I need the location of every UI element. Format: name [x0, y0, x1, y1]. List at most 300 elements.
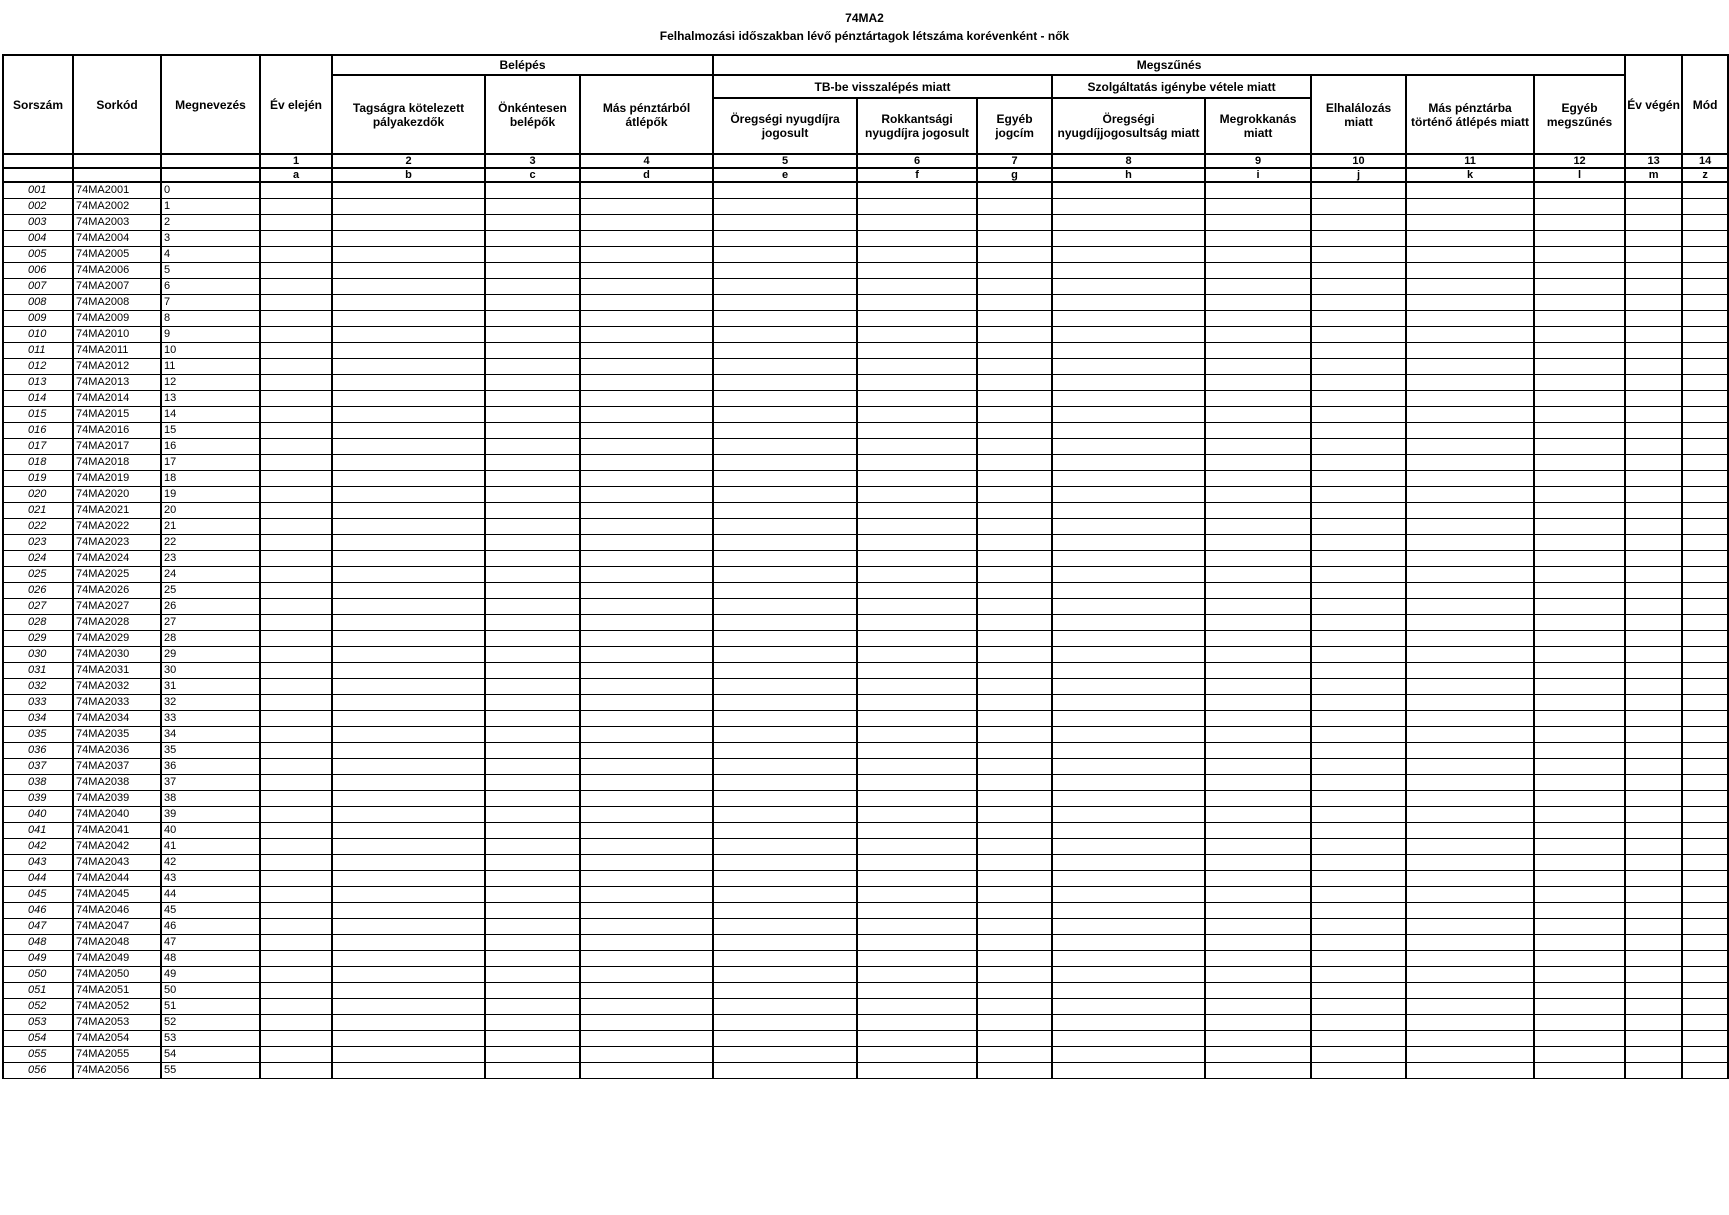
- data-cell[interactable]: [1534, 359, 1625, 375]
- data-cell[interactable]: [857, 439, 977, 455]
- data-cell[interactable]: [260, 887, 332, 903]
- data-cell[interactable]: [1625, 439, 1682, 455]
- data-cell[interactable]: [1205, 807, 1311, 823]
- data-cell[interactable]: [977, 887, 1052, 903]
- data-cell[interactable]: [1205, 775, 1311, 791]
- data-cell[interactable]: [1052, 247, 1205, 263]
- data-cell[interactable]: [580, 423, 713, 439]
- data-cell[interactable]: [1682, 519, 1728, 535]
- data-cell[interactable]: [1534, 1063, 1625, 1079]
- data-cell[interactable]: [857, 823, 977, 839]
- data-cell[interactable]: [1052, 551, 1205, 567]
- data-cell[interactable]: [857, 967, 977, 983]
- data-cell[interactable]: [1406, 263, 1534, 279]
- data-cell[interactable]: [1682, 727, 1728, 743]
- data-cell[interactable]: [977, 903, 1052, 919]
- data-cell[interactable]: [1311, 375, 1406, 391]
- data-cell[interactable]: [1311, 519, 1406, 535]
- data-cell[interactable]: [1534, 775, 1625, 791]
- data-cell[interactable]: [260, 775, 332, 791]
- data-cell[interactable]: [1625, 887, 1682, 903]
- data-cell[interactable]: [857, 215, 977, 231]
- data-cell[interactable]: [1406, 503, 1534, 519]
- data-cell[interactable]: [1534, 199, 1625, 215]
- data-cell[interactable]: [1311, 775, 1406, 791]
- data-cell[interactable]: [1406, 375, 1534, 391]
- data-cell[interactable]: [1682, 599, 1728, 615]
- data-cell[interactable]: [485, 823, 580, 839]
- data-cell[interactable]: [580, 567, 713, 583]
- data-cell[interactable]: [1682, 535, 1728, 551]
- data-cell[interactable]: [713, 375, 857, 391]
- data-cell[interactable]: [1682, 919, 1728, 935]
- data-cell[interactable]: [1625, 231, 1682, 247]
- data-cell[interactable]: [332, 743, 485, 759]
- data-cell[interactable]: [1311, 919, 1406, 935]
- data-cell[interactable]: [713, 215, 857, 231]
- data-cell[interactable]: [1625, 695, 1682, 711]
- data-cell[interactable]: [332, 503, 485, 519]
- data-cell[interactable]: [1311, 951, 1406, 967]
- data-cell[interactable]: [260, 407, 332, 423]
- data-cell[interactable]: [713, 503, 857, 519]
- data-cell[interactable]: [713, 919, 857, 935]
- data-cell[interactable]: [857, 503, 977, 519]
- data-cell[interactable]: [1682, 935, 1728, 951]
- data-cell[interactable]: [1311, 1031, 1406, 1047]
- data-cell[interactable]: [1052, 855, 1205, 871]
- data-cell[interactable]: [1406, 727, 1534, 743]
- data-cell[interactable]: [260, 567, 332, 583]
- data-cell[interactable]: [1205, 311, 1311, 327]
- data-cell[interactable]: [1406, 983, 1534, 999]
- data-cell[interactable]: [1205, 199, 1311, 215]
- data-cell[interactable]: [1534, 423, 1625, 439]
- data-cell[interactable]: [1406, 182, 1534, 199]
- data-cell[interactable]: [1052, 182, 1205, 199]
- data-cell[interactable]: [977, 599, 1052, 615]
- data-cell[interactable]: [977, 455, 1052, 471]
- data-cell[interactable]: [1534, 727, 1625, 743]
- data-cell[interactable]: [1311, 247, 1406, 263]
- data-cell[interactable]: [713, 423, 857, 439]
- data-cell[interactable]: [713, 1047, 857, 1063]
- data-cell[interactable]: [260, 743, 332, 759]
- data-cell[interactable]: [713, 759, 857, 775]
- data-cell[interactable]: [713, 247, 857, 263]
- data-cell[interactable]: [1625, 295, 1682, 311]
- data-cell[interactable]: [332, 871, 485, 887]
- data-cell[interactable]: [1311, 887, 1406, 903]
- data-cell[interactable]: [1625, 711, 1682, 727]
- data-cell[interactable]: [332, 919, 485, 935]
- data-cell[interactable]: [1205, 343, 1311, 359]
- data-cell[interactable]: [260, 1063, 332, 1079]
- data-cell[interactable]: [977, 471, 1052, 487]
- data-cell[interactable]: [1534, 583, 1625, 599]
- data-cell[interactable]: [485, 567, 580, 583]
- data-cell[interactable]: [1052, 295, 1205, 311]
- data-cell[interactable]: [260, 1015, 332, 1031]
- data-cell[interactable]: [1205, 679, 1311, 695]
- data-cell[interactable]: [260, 471, 332, 487]
- data-cell[interactable]: [332, 1015, 485, 1031]
- data-cell[interactable]: [1311, 695, 1406, 711]
- data-cell[interactable]: [1534, 919, 1625, 935]
- data-cell[interactable]: [857, 247, 977, 263]
- data-cell[interactable]: [1205, 759, 1311, 775]
- data-cell[interactable]: [1052, 311, 1205, 327]
- data-cell[interactable]: [1311, 407, 1406, 423]
- data-cell[interactable]: [977, 1031, 1052, 1047]
- data-cell[interactable]: [1311, 439, 1406, 455]
- data-cell[interactable]: [1682, 839, 1728, 855]
- data-cell[interactable]: [485, 551, 580, 567]
- data-cell[interactable]: [260, 583, 332, 599]
- data-cell[interactable]: [260, 487, 332, 503]
- data-cell[interactable]: [1682, 455, 1728, 471]
- data-cell[interactable]: [857, 983, 977, 999]
- data-cell[interactable]: [260, 535, 332, 551]
- data-cell[interactable]: [332, 631, 485, 647]
- data-cell[interactable]: [1534, 455, 1625, 471]
- data-cell[interactable]: [485, 631, 580, 647]
- data-cell[interactable]: [857, 887, 977, 903]
- data-cell[interactable]: [485, 791, 580, 807]
- data-cell[interactable]: [857, 711, 977, 727]
- data-cell[interactable]: [1682, 1031, 1728, 1047]
- data-cell[interactable]: [1534, 375, 1625, 391]
- data-cell[interactable]: [1534, 519, 1625, 535]
- data-cell[interactable]: [580, 295, 713, 311]
- data-cell[interactable]: [977, 839, 1052, 855]
- data-cell[interactable]: [580, 903, 713, 919]
- data-cell[interactable]: [1311, 903, 1406, 919]
- data-cell[interactable]: [1205, 407, 1311, 423]
- data-cell[interactable]: [713, 439, 857, 455]
- data-cell[interactable]: [260, 311, 332, 327]
- data-cell[interactable]: [1205, 583, 1311, 599]
- data-cell[interactable]: [1205, 631, 1311, 647]
- data-cell[interactable]: [1625, 727, 1682, 743]
- data-cell[interactable]: [332, 583, 485, 599]
- data-cell[interactable]: [1682, 423, 1728, 439]
- data-cell[interactable]: [580, 871, 713, 887]
- data-cell[interactable]: [485, 327, 580, 343]
- data-cell[interactable]: [977, 711, 1052, 727]
- data-cell[interactable]: [1625, 951, 1682, 967]
- data-cell[interactable]: [1682, 215, 1728, 231]
- data-cell[interactable]: [1625, 327, 1682, 343]
- data-cell[interactable]: [1534, 903, 1625, 919]
- data-cell[interactable]: [580, 615, 713, 631]
- data-cell[interactable]: [1052, 359, 1205, 375]
- data-cell[interactable]: [857, 791, 977, 807]
- data-cell[interactable]: [260, 599, 332, 615]
- data-cell[interactable]: [857, 263, 977, 279]
- data-cell[interactable]: [713, 199, 857, 215]
- data-cell[interactable]: [1406, 631, 1534, 647]
- data-cell[interactable]: [1205, 359, 1311, 375]
- data-cell[interactable]: [1682, 583, 1728, 599]
- data-cell[interactable]: [1205, 743, 1311, 759]
- data-cell[interactable]: [977, 439, 1052, 455]
- data-cell[interactable]: [1682, 967, 1728, 983]
- data-cell[interactable]: [1625, 903, 1682, 919]
- data-cell[interactable]: [580, 999, 713, 1015]
- data-cell[interactable]: [332, 839, 485, 855]
- data-cell[interactable]: [1682, 295, 1728, 311]
- data-cell[interactable]: [332, 1031, 485, 1047]
- data-cell[interactable]: [857, 343, 977, 359]
- data-cell[interactable]: [977, 551, 1052, 567]
- data-cell[interactable]: [1311, 1063, 1406, 1079]
- data-cell[interactable]: [580, 1015, 713, 1031]
- data-cell[interactable]: [857, 359, 977, 375]
- data-cell[interactable]: [713, 967, 857, 983]
- data-cell[interactable]: [977, 727, 1052, 743]
- data-cell[interactable]: [1406, 551, 1534, 567]
- data-cell[interactable]: [332, 887, 485, 903]
- data-cell[interactable]: [1534, 871, 1625, 887]
- data-cell[interactable]: [332, 599, 485, 615]
- data-cell[interactable]: [713, 311, 857, 327]
- data-cell[interactable]: [1052, 407, 1205, 423]
- data-cell[interactable]: [580, 599, 713, 615]
- data-cell[interactable]: [1534, 503, 1625, 519]
- data-cell[interactable]: [485, 247, 580, 263]
- data-cell[interactable]: [485, 599, 580, 615]
- data-cell[interactable]: [580, 311, 713, 327]
- data-cell[interactable]: [580, 199, 713, 215]
- data-cell[interactable]: [1534, 679, 1625, 695]
- data-cell[interactable]: [857, 327, 977, 343]
- data-cell[interactable]: [1625, 743, 1682, 759]
- data-cell[interactable]: [1625, 855, 1682, 871]
- data-cell[interactable]: [1625, 279, 1682, 295]
- data-cell[interactable]: [1311, 647, 1406, 663]
- data-cell[interactable]: [1625, 199, 1682, 215]
- data-cell[interactable]: [713, 775, 857, 791]
- data-cell[interactable]: [260, 951, 332, 967]
- data-cell[interactable]: [977, 199, 1052, 215]
- data-cell[interactable]: [977, 263, 1052, 279]
- data-cell[interactable]: [1406, 951, 1534, 967]
- data-cell[interactable]: [857, 855, 977, 871]
- data-cell[interactable]: [1625, 871, 1682, 887]
- data-cell[interactable]: [1625, 471, 1682, 487]
- data-cell[interactable]: [260, 519, 332, 535]
- data-cell[interactable]: [485, 727, 580, 743]
- data-cell[interactable]: [1311, 503, 1406, 519]
- data-cell[interactable]: [580, 519, 713, 535]
- data-cell[interactable]: [580, 455, 713, 471]
- data-cell[interactable]: [1406, 583, 1534, 599]
- data-cell[interactable]: [1682, 823, 1728, 839]
- data-cell[interactable]: [1052, 679, 1205, 695]
- data-cell[interactable]: [1052, 871, 1205, 887]
- data-cell[interactable]: [1406, 487, 1534, 503]
- data-cell[interactable]: [1534, 535, 1625, 551]
- data-cell[interactable]: [485, 887, 580, 903]
- data-cell[interactable]: [580, 327, 713, 343]
- data-cell[interactable]: [1625, 503, 1682, 519]
- data-cell[interactable]: [1625, 519, 1682, 535]
- data-cell[interactable]: [332, 327, 485, 343]
- data-cell[interactable]: [260, 903, 332, 919]
- data-cell[interactable]: [260, 423, 332, 439]
- data-cell[interactable]: [1406, 919, 1534, 935]
- data-cell[interactable]: [1534, 743, 1625, 759]
- data-cell[interactable]: [1205, 471, 1311, 487]
- data-cell[interactable]: [1682, 983, 1728, 999]
- data-cell[interactable]: [1205, 231, 1311, 247]
- data-cell[interactable]: [857, 423, 977, 439]
- data-cell[interactable]: [1052, 391, 1205, 407]
- data-cell[interactable]: [977, 535, 1052, 551]
- data-cell[interactable]: [260, 823, 332, 839]
- data-cell[interactable]: [332, 759, 485, 775]
- data-cell[interactable]: [580, 503, 713, 519]
- data-cell[interactable]: [977, 983, 1052, 999]
- data-cell[interactable]: [977, 919, 1052, 935]
- data-cell[interactable]: [260, 503, 332, 519]
- data-cell[interactable]: [485, 839, 580, 855]
- data-cell[interactable]: [1406, 439, 1534, 455]
- data-cell[interactable]: [1052, 919, 1205, 935]
- data-cell[interactable]: [977, 743, 1052, 759]
- data-cell[interactable]: [1052, 343, 1205, 359]
- data-cell[interactable]: [857, 919, 977, 935]
- data-cell[interactable]: [580, 247, 713, 263]
- data-cell[interactable]: [1311, 839, 1406, 855]
- data-cell[interactable]: [332, 182, 485, 199]
- data-cell[interactable]: [580, 887, 713, 903]
- data-cell[interactable]: [1406, 759, 1534, 775]
- data-cell[interactable]: [260, 871, 332, 887]
- data-cell[interactable]: [857, 839, 977, 855]
- data-cell[interactable]: [1205, 1031, 1311, 1047]
- data-cell[interactable]: [1052, 599, 1205, 615]
- data-cell[interactable]: [485, 743, 580, 759]
- data-cell[interactable]: [1311, 791, 1406, 807]
- data-cell[interactable]: [713, 567, 857, 583]
- data-cell[interactable]: [580, 935, 713, 951]
- data-cell[interactable]: [1406, 807, 1534, 823]
- data-cell[interactable]: [977, 823, 1052, 839]
- data-cell[interactable]: [1052, 519, 1205, 535]
- data-cell[interactable]: [1682, 182, 1728, 199]
- data-cell[interactable]: [1534, 935, 1625, 951]
- data-cell[interactable]: [332, 247, 485, 263]
- data-cell[interactable]: [1205, 295, 1311, 311]
- data-cell[interactable]: [1311, 871, 1406, 887]
- data-cell[interactable]: [977, 999, 1052, 1015]
- data-cell[interactable]: [1311, 807, 1406, 823]
- data-cell[interactable]: [485, 487, 580, 503]
- data-cell[interactable]: [1625, 182, 1682, 199]
- data-cell[interactable]: [857, 775, 977, 791]
- data-cell[interactable]: [1625, 615, 1682, 631]
- data-cell[interactable]: [1682, 407, 1728, 423]
- data-cell[interactable]: [580, 807, 713, 823]
- data-cell[interactable]: [485, 439, 580, 455]
- data-cell[interactable]: [1311, 279, 1406, 295]
- data-cell[interactable]: [1311, 615, 1406, 631]
- data-cell[interactable]: [332, 359, 485, 375]
- data-cell[interactable]: [580, 343, 713, 359]
- data-cell[interactable]: [977, 327, 1052, 343]
- data-cell[interactable]: [857, 182, 977, 199]
- data-cell[interactable]: [1682, 711, 1728, 727]
- data-cell[interactable]: [977, 423, 1052, 439]
- data-cell[interactable]: [332, 663, 485, 679]
- data-cell[interactable]: [1625, 407, 1682, 423]
- data-cell[interactable]: [857, 311, 977, 327]
- data-cell[interactable]: [1625, 935, 1682, 951]
- data-cell[interactable]: [1052, 791, 1205, 807]
- data-cell[interactable]: [485, 519, 580, 535]
- data-cell[interactable]: [332, 791, 485, 807]
- data-cell[interactable]: [260, 807, 332, 823]
- data-cell[interactable]: [857, 1031, 977, 1047]
- data-cell[interactable]: [260, 759, 332, 775]
- data-cell[interactable]: [977, 1047, 1052, 1063]
- data-cell[interactable]: [580, 391, 713, 407]
- data-cell[interactable]: [857, 455, 977, 471]
- data-cell[interactable]: [1205, 567, 1311, 583]
- data-cell[interactable]: [1625, 1063, 1682, 1079]
- data-cell[interactable]: [713, 1031, 857, 1047]
- data-cell[interactable]: [1625, 823, 1682, 839]
- data-cell[interactable]: [580, 263, 713, 279]
- data-cell[interactable]: [1625, 359, 1682, 375]
- data-cell[interactable]: [580, 967, 713, 983]
- data-cell[interactable]: [332, 311, 485, 327]
- data-cell[interactable]: [485, 775, 580, 791]
- data-cell[interactable]: [977, 631, 1052, 647]
- data-cell[interactable]: [1311, 743, 1406, 759]
- data-cell[interactable]: [1625, 535, 1682, 551]
- data-cell[interactable]: [1534, 711, 1625, 727]
- data-cell[interactable]: [857, 551, 977, 567]
- data-cell[interactable]: [1052, 535, 1205, 551]
- data-cell[interactable]: [1052, 215, 1205, 231]
- data-cell[interactable]: [1625, 1031, 1682, 1047]
- data-cell[interactable]: [260, 919, 332, 935]
- data-cell[interactable]: [1311, 727, 1406, 743]
- data-cell[interactable]: [713, 391, 857, 407]
- data-cell[interactable]: [977, 519, 1052, 535]
- data-cell[interactable]: [1682, 695, 1728, 711]
- data-cell[interactable]: [1534, 647, 1625, 663]
- data-cell[interactable]: [580, 1031, 713, 1047]
- data-cell[interactable]: [1534, 311, 1625, 327]
- data-cell[interactable]: [1682, 679, 1728, 695]
- data-cell[interactable]: [1534, 807, 1625, 823]
- data-cell[interactable]: [580, 919, 713, 935]
- data-cell[interactable]: [1534, 295, 1625, 311]
- data-cell[interactable]: [1205, 599, 1311, 615]
- data-cell[interactable]: [332, 215, 485, 231]
- data-cell[interactable]: [485, 375, 580, 391]
- data-cell[interactable]: [1625, 599, 1682, 615]
- data-cell[interactable]: [485, 407, 580, 423]
- data-cell[interactable]: [857, 407, 977, 423]
- data-cell[interactable]: [713, 839, 857, 855]
- data-cell[interactable]: [1682, 1015, 1728, 1031]
- data-cell[interactable]: [713, 551, 857, 567]
